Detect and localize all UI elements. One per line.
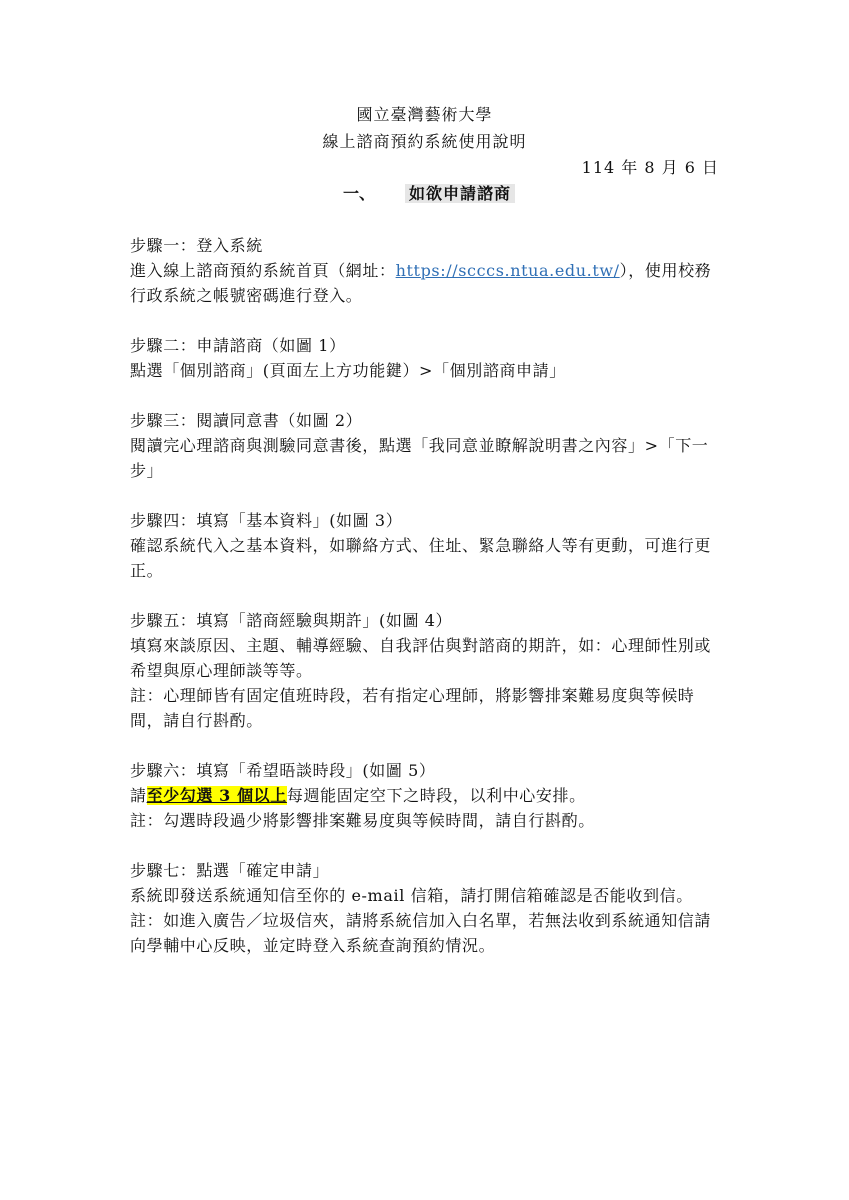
step-6 (130, 758, 722, 833)
step-4 (130, 508, 722, 583)
step-1 (130, 233, 722, 308)
step-body: 填寫來談原因、主題、輔導經驗、自我評估與對諮商的期許，如：心理師性別或希望與原心理師談等等。 (130, 636, 712, 680)
step-body-text: 請 (130, 786, 147, 805)
step-body-text: ），使用校務行政系統之帳號密碼進行登入。 (130, 261, 712, 305)
step-note: 註：心理師皆有固定值班時段，若有指定心理師，將影響排案難易度與等候時間，請自行斟酌。 (130, 686, 695, 730)
step-body: 閱讀完心理諮商與測驗同意書後，點選「我同意並瞭解說明書之內容」>「下一步」 (130, 436, 709, 480)
step-body: 確認系統代入之基本資料，如聯絡方式、住址、緊急聯絡人等有更動，可進行更正。 (130, 536, 712, 580)
document-title: 線上諮商預約系統使用說明 (322, 132, 527, 151)
step-title: 步驟七：點選「確定申請」 (130, 861, 330, 880)
step-body (130, 783, 722, 808)
step-note: 註：如進入廣告／垃圾信夾，請將系統信加入白名單，若無法收到系統通知信請向學輔中心反映，並定時登入系統查詢預約情況。 (130, 911, 712, 955)
step-5 (130, 608, 722, 733)
steps-content (130, 233, 722, 983)
step-body-text: 進入線上諮商預約系統首頁（網址： (130, 261, 396, 280)
section-title: 如欲申請諮商 (405, 184, 515, 203)
step-title: 步驟六：填寫「希望晤談時段」(如圖 5） (130, 761, 436, 780)
step-body (130, 258, 722, 308)
step-note: 註：勾選時段過少將影響排案難易度與等候時間，請自行斟酌。 (130, 811, 595, 830)
highlighted-requirement: 至少勾選 3 個以上 (146, 786, 287, 805)
step-body: 系統即發送系統通知信至你的 e-mail 信箱，請打開信箱確認是否能收到信。 (130, 886, 693, 905)
step-3 (130, 408, 722, 483)
step-7 (130, 858, 722, 958)
step-title: 步驟三：閱讀同意書（如圖 2） (130, 411, 363, 430)
step-body-text: 每週能固定空下之時段，以利中心安排。 (286, 786, 586, 805)
section-heading (343, 183, 515, 205)
section-number: 一、 (343, 184, 376, 203)
step-title: 步驟四：填寫「基本資料」(如圖 3） (130, 511, 403, 530)
step-2 (130, 333, 722, 383)
document-date: 114 年 8 月 6 日 (581, 158, 719, 177)
university-name: 國立臺灣藝術大學 (356, 105, 493, 124)
step-title: 步驟二：申請諮商（如圖 1） (130, 336, 346, 355)
step-body: 點選「個別諮商」(頁面左上方功能鍵）>「個別諮商申請」 (130, 361, 566, 380)
step-title: 步驟五：填寫「諮商經驗與期許」(如圖 4） (130, 611, 453, 630)
step-title: 步驟一：登入系統 (130, 236, 263, 255)
system-url-link[interactable]: https://scccs.ntua.edu.tw/ (395, 261, 620, 280)
